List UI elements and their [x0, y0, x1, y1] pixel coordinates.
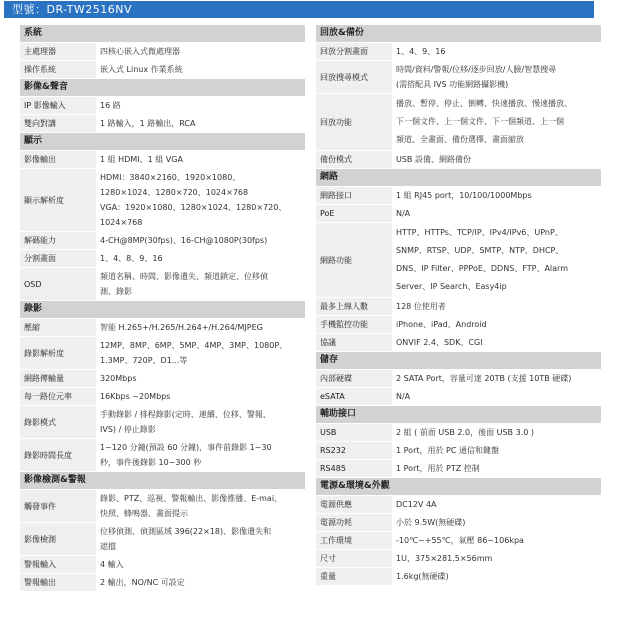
spec-value-line: 2 SATA Port，容量可達 20TB (支援 10TB 硬碟): [396, 374, 572, 383]
spec-value-line: 1 組 HDMI、1 組 VGA: [100, 155, 183, 164]
section-header: 電源&環境&外觀: [316, 478, 601, 495]
spec-row: [316, 151, 601, 168]
spec-label: 警報輸入: [24, 560, 56, 569]
spec-label: RS485: [320, 464, 346, 473]
spec-value-line: 錄影、PTZ、巡視、警報輸出、影像推播、E-mai、: [100, 494, 283, 503]
spec-value: [96, 490, 305, 522]
spec-row: [316, 568, 601, 585]
spec-label: 觸發事件: [24, 501, 56, 511]
spec-value: [392, 370, 601, 387]
spec-label: 主處理器: [24, 47, 56, 56]
spec-row: [20, 574, 305, 591]
spec-value: [96, 406, 305, 438]
spec-value: [392, 187, 601, 204]
spec-value: [96, 232, 305, 249]
spec-label: 影像檢測: [24, 534, 56, 544]
spec-value-line: 4 輸入: [100, 560, 124, 569]
spec-value: [96, 574, 305, 591]
spec-row: [316, 94, 601, 150]
spec-label: 回放功能: [320, 117, 352, 127]
spec-label: 協議: [320, 338, 336, 347]
spec-row: [20, 97, 305, 114]
spec-value: [392, 223, 601, 297]
spec-value-line: 位移偵測、偵測區域 396(22×18)、影像遺失和: [100, 527, 272, 536]
spec-value: [392, 94, 601, 150]
spec-value: [96, 151, 305, 168]
spec-value-line: 頻道、全畫面、備份選擇、畫面縮放: [396, 135, 524, 144]
spec-label: RS232: [320, 446, 346, 455]
spec-row: [316, 223, 601, 297]
section-header: 系統: [20, 25, 305, 42]
spec-row: [20, 250, 305, 267]
spec-value-line: DNS、IP Filter、PPPoE、DDNS、FTP、Alarm: [396, 264, 568, 273]
spec-value: [392, 61, 601, 93]
spec-label: 電源供應: [320, 500, 352, 509]
spec-value: [392, 388, 601, 405]
spec-value-line: 四核心嵌入式微處理器: [100, 47, 180, 56]
spec-value-line: 1、4、8、9、16: [100, 254, 163, 263]
spec-value-line: (需搭配具 IVS 功能網路攝影機): [396, 80, 509, 89]
spec-row: [20, 388, 305, 405]
model-title: 型號：DR-TW2516NV: [4, 1, 594, 18]
spec-row: [316, 460, 601, 477]
spec-value-line: VGA：1920×1080、1280×1024、1280×720、: [100, 203, 287, 212]
spec-value: [96, 439, 305, 471]
spec-row: [316, 550, 601, 567]
spec-row: [20, 337, 305, 369]
spec-value-line: iPhone、iPad、Android: [396, 320, 487, 329]
spec-row: [316, 205, 601, 222]
spec-label: IP 影像輸入: [24, 101, 66, 110]
spec-label: 分割畫面: [24, 254, 56, 263]
spec-label: 工作環境: [320, 536, 352, 545]
section-header: 影像檢測&警報: [20, 472, 305, 489]
spec-label: 顯示解析度: [24, 195, 64, 205]
spec-value-line: 下一個文件、上一個文件、下一個頻道、上一個: [396, 117, 564, 126]
spec-row: [20, 115, 305, 132]
spec-value: [96, 43, 305, 60]
spec-value: [392, 43, 601, 60]
spec-value-line: 1~120 分鐘(預設 60 分鐘)，事件前錄影 1~30: [100, 443, 272, 452]
spec-label: 操作系統: [24, 65, 56, 74]
spec-row: [20, 61, 305, 78]
spec-row: [20, 439, 305, 471]
spec-value-line: 1 Port，用於 PTZ 控制: [396, 464, 480, 473]
spec-value-line: DC12V 4A: [396, 500, 437, 509]
spec-value: [96, 337, 305, 369]
spec-label: 每一路位元率: [24, 392, 72, 401]
spec-label: 錄影解析度: [24, 348, 64, 358]
spec-value-line: 1 Port，用於 PC 通信和鍵盤: [396, 446, 499, 455]
spec-row: [316, 334, 601, 351]
spec-value-line: 頻道名稱、時間、影像遺失、頻道鎖定、位移偵: [100, 272, 268, 281]
section-header: 儲存: [316, 352, 601, 369]
spec-row: [20, 151, 305, 168]
spec-value-line: 1U，375×281.5×56mm: [396, 554, 493, 563]
spec-row: [316, 496, 601, 513]
spec-label: 電源功耗: [320, 518, 352, 527]
spec-value: [392, 151, 601, 168]
spec-value-line: 16 路: [100, 101, 121, 110]
spec-label: 手機監控功能: [320, 320, 368, 329]
spec-value: [96, 268, 305, 300]
spec-label: OSD: [24, 279, 42, 289]
spec-value: [392, 298, 601, 315]
spec-value: [392, 514, 601, 531]
spec-value-line: 智能 H.265+/H.265/H.264+/H.264/MJPEG: [100, 323, 263, 332]
spec-row: [316, 61, 601, 93]
spec-value-line: N/A: [396, 392, 411, 401]
section-header: 輔助接口: [316, 406, 601, 423]
spec-value: [96, 250, 305, 267]
spec-row: [20, 169, 305, 231]
spec-label: PoE: [320, 209, 335, 218]
spec-row: [316, 442, 601, 459]
spec-row: [20, 232, 305, 249]
spec-value-line: 嵌入式 Linux 作業系統: [100, 65, 183, 74]
spec-value-line: 320Mbps: [100, 374, 137, 383]
spec-label: 網路接口: [320, 191, 352, 200]
spec-value: [392, 496, 601, 513]
spec-label: 網路功能: [320, 255, 352, 265]
spec-label: 影像輸出: [24, 155, 56, 164]
spec-value: [96, 556, 305, 573]
spec-label: 回放搜尋模式: [320, 72, 368, 82]
spec-value: [392, 460, 601, 477]
spec-row: [20, 523, 305, 555]
spec-label: 備份模式: [320, 155, 352, 164]
spec-value: [392, 532, 601, 549]
spec-value-line: 1 組 RJ45 port，10/100/1000Mbps: [396, 191, 532, 200]
spec-label: 尺寸: [320, 554, 336, 563]
spec-value-line: 秒，事件後錄影 10~300 秒: [100, 458, 202, 467]
spec-row: [316, 43, 601, 60]
spec-value-line: HDMI：3840×2160、1920×1080、: [100, 173, 241, 182]
spec-row: [316, 514, 601, 531]
spec-value-line: 遮擋: [100, 542, 116, 551]
spec-value: [392, 334, 601, 351]
spec-value-line: 手動錄影 / 排程錄影(定時、連續、位移、警報、: [100, 410, 271, 419]
spec-value: [392, 550, 601, 567]
spec-value-line: 測、錄影: [100, 287, 132, 296]
spec-row: [20, 268, 305, 300]
spec-value: [96, 61, 305, 78]
spec-row: [20, 370, 305, 387]
spec-value-line: IVS) / 停止錄影: [100, 425, 156, 434]
spec-value: [392, 205, 601, 222]
spec-label: 警報輸出: [24, 578, 56, 587]
spec-value-line: Server、IP Search、Easy4ip: [396, 282, 507, 291]
spec-value-line: 12MP、8MP、6MP、5MP、4MP、3MP、1080P、: [100, 341, 288, 350]
spec-value-line: SNMP、RTSP、UDP、SMTP、NTP、DHCP、: [396, 246, 564, 255]
spec-row: [316, 316, 601, 333]
spec-label: 重量: [320, 572, 336, 581]
section-header: 錄影: [20, 301, 305, 318]
spec-value: [96, 388, 305, 405]
spec-label: USB: [320, 428, 337, 437]
spec-row: [316, 532, 601, 549]
spec-value-line: 4-CH@8MP(30fps)、16-CH@1080P(30fps): [100, 236, 268, 245]
spec-value: [96, 115, 305, 132]
spec-label: 壓縮: [24, 323, 40, 332]
section-header: 網路: [316, 169, 601, 186]
spec-value-line: USB 設備、網路備份: [396, 155, 471, 164]
spec-row: [316, 388, 601, 405]
spec-value-line: 播放、暫停、停止、倒轉、快速播放、慢速播放、: [396, 99, 572, 108]
spec-value-line: 1 路輸入，1 路輸出，RCA: [100, 119, 196, 128]
spec-row: [20, 319, 305, 336]
spec-value: [392, 424, 601, 441]
spec-value-line: 16Kbps ~20Mbps: [100, 392, 171, 401]
spec-value: [96, 370, 305, 387]
spec-value-line: 128 位使用者: [396, 302, 446, 311]
spec-value-line: 時間/資料/警報/位移/逐步回放/人臉/智慧搜尋: [396, 65, 557, 74]
spec-value-line: 快照、蜂鳴器、畫面提示: [100, 509, 188, 518]
spec-value-line: 1.3MP、720P、D1...等: [100, 356, 188, 365]
spec-column-left: [20, 25, 305, 592]
spec-row: [20, 406, 305, 438]
spec-label: 錄影時間長度: [24, 450, 72, 460]
spec-label: eSATA: [320, 392, 345, 401]
spec-value: [392, 568, 601, 585]
spec-row: [316, 424, 601, 441]
spec-row: [20, 490, 305, 522]
spec-column-right: [316, 25, 601, 586]
spec-label: 雙向對講: [24, 119, 56, 128]
spec-label: 網路傳輸量: [24, 374, 64, 383]
spec-value-line: ONVIF 2.4、SDK、CGI: [396, 338, 483, 347]
spec-value-line: HTTP、HTTPs、TCP/IP、IPv4/IPv6、UPnP、: [396, 228, 563, 237]
spec-row: [316, 298, 601, 315]
spec-row: [316, 187, 601, 204]
spec-value-line: 2 組 ( 前面 USB 2.0，後面 USB 3.0 ): [396, 428, 534, 437]
spec-value-line: N/A: [396, 209, 411, 218]
spec-value: [96, 169, 305, 231]
spec-label: 解碼能力: [24, 236, 56, 245]
spec-label: 錄影模式: [24, 417, 56, 427]
spec-value-line: 1280×1024、1280×720、1024×768: [100, 188, 249, 197]
spec-label: 回放分割畫面: [320, 47, 368, 56]
spec-value: [392, 316, 601, 333]
spec-value-line: -10℃~+55℃，氣壓 86~106kpa: [396, 536, 524, 545]
spec-value-line: 2 輸出，NO/NC 可設定: [100, 578, 185, 587]
spec-row: [20, 556, 305, 573]
section-header: 顯示: [20, 133, 305, 150]
section-header: 回放&備份: [316, 25, 601, 42]
spec-value-line: 1.6kg(無硬碟): [396, 572, 449, 581]
spec-value-line: 1024×768: [100, 218, 143, 227]
spec-row: [316, 370, 601, 387]
spec-value-line: 小於 9.5W(無硬碟): [396, 518, 466, 527]
spec-value: [96, 319, 305, 336]
spec-value: [96, 523, 305, 555]
spec-value-line: 1、4、9、16: [396, 47, 446, 56]
spec-row: [20, 43, 305, 60]
spec-label: 內部硬碟: [320, 374, 352, 383]
spec-value: [392, 442, 601, 459]
section-header: 影像&聲音: [20, 79, 305, 96]
spec-label: 最多上線人數: [320, 302, 368, 311]
spec-value: [96, 97, 305, 114]
